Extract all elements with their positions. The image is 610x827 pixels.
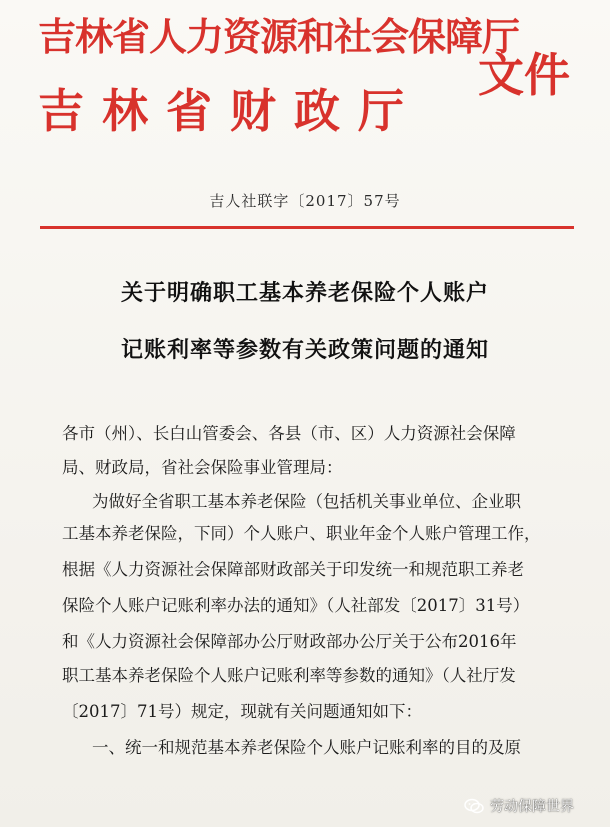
wechat-watermark [464,796,574,816]
notice-title-line-2: 记账利率等参数有关政策问题的通知 [120,337,489,363]
body-line: 工基本养老保险，下同）个人账户、职业年金个人账户管理工作， [62,524,541,543]
body-line: 局、财政局，省社会保险事业管理局： [62,458,343,477]
watermark-text: 劳动保障世界 [490,799,574,815]
issuer-line-1: 吉林省人力资源和社会保障厅 [38,14,520,59]
document-type-label: 文件 [478,48,570,102]
red-divider-line [40,226,574,229]
issuer-line-2: 吉林省财政厅 [38,84,422,138]
wechat-icon [464,798,484,814]
notice-title-line-1: 关于明确职工基本养老保险个人账户 [120,280,489,306]
body-line: 为做好全省职工基本养老保险（包括机关事业单位、企业职 [92,492,521,511]
body-line: 一、统一和规范基本养老保险个人账户记账利率的目的及原 [92,738,521,757]
body-line: 根据《人力资源社会保障部财政部关于印发统一和规范职工养老 [62,560,524,579]
body-line: 职工基本养老保险个人账户记账利率等参数的通知》（人社厅发 [62,666,516,685]
document-number: 吉人社联字〔2017〕57号 [209,192,401,210]
body-line: 和《人力资源社会保障部办公厅财政部办公厅关于公布2016年 [62,632,517,651]
body-line: 保险个人账户记账利率办法的通知》（人社部发〔2017〕31号） [62,596,530,615]
body-line: 〔2017〕71号）规定，现就有关问题通知如下： [62,702,422,721]
body-line: 各市（州）、长白山管委会、各县（市、区）人力资源社会保障 [62,424,516,443]
